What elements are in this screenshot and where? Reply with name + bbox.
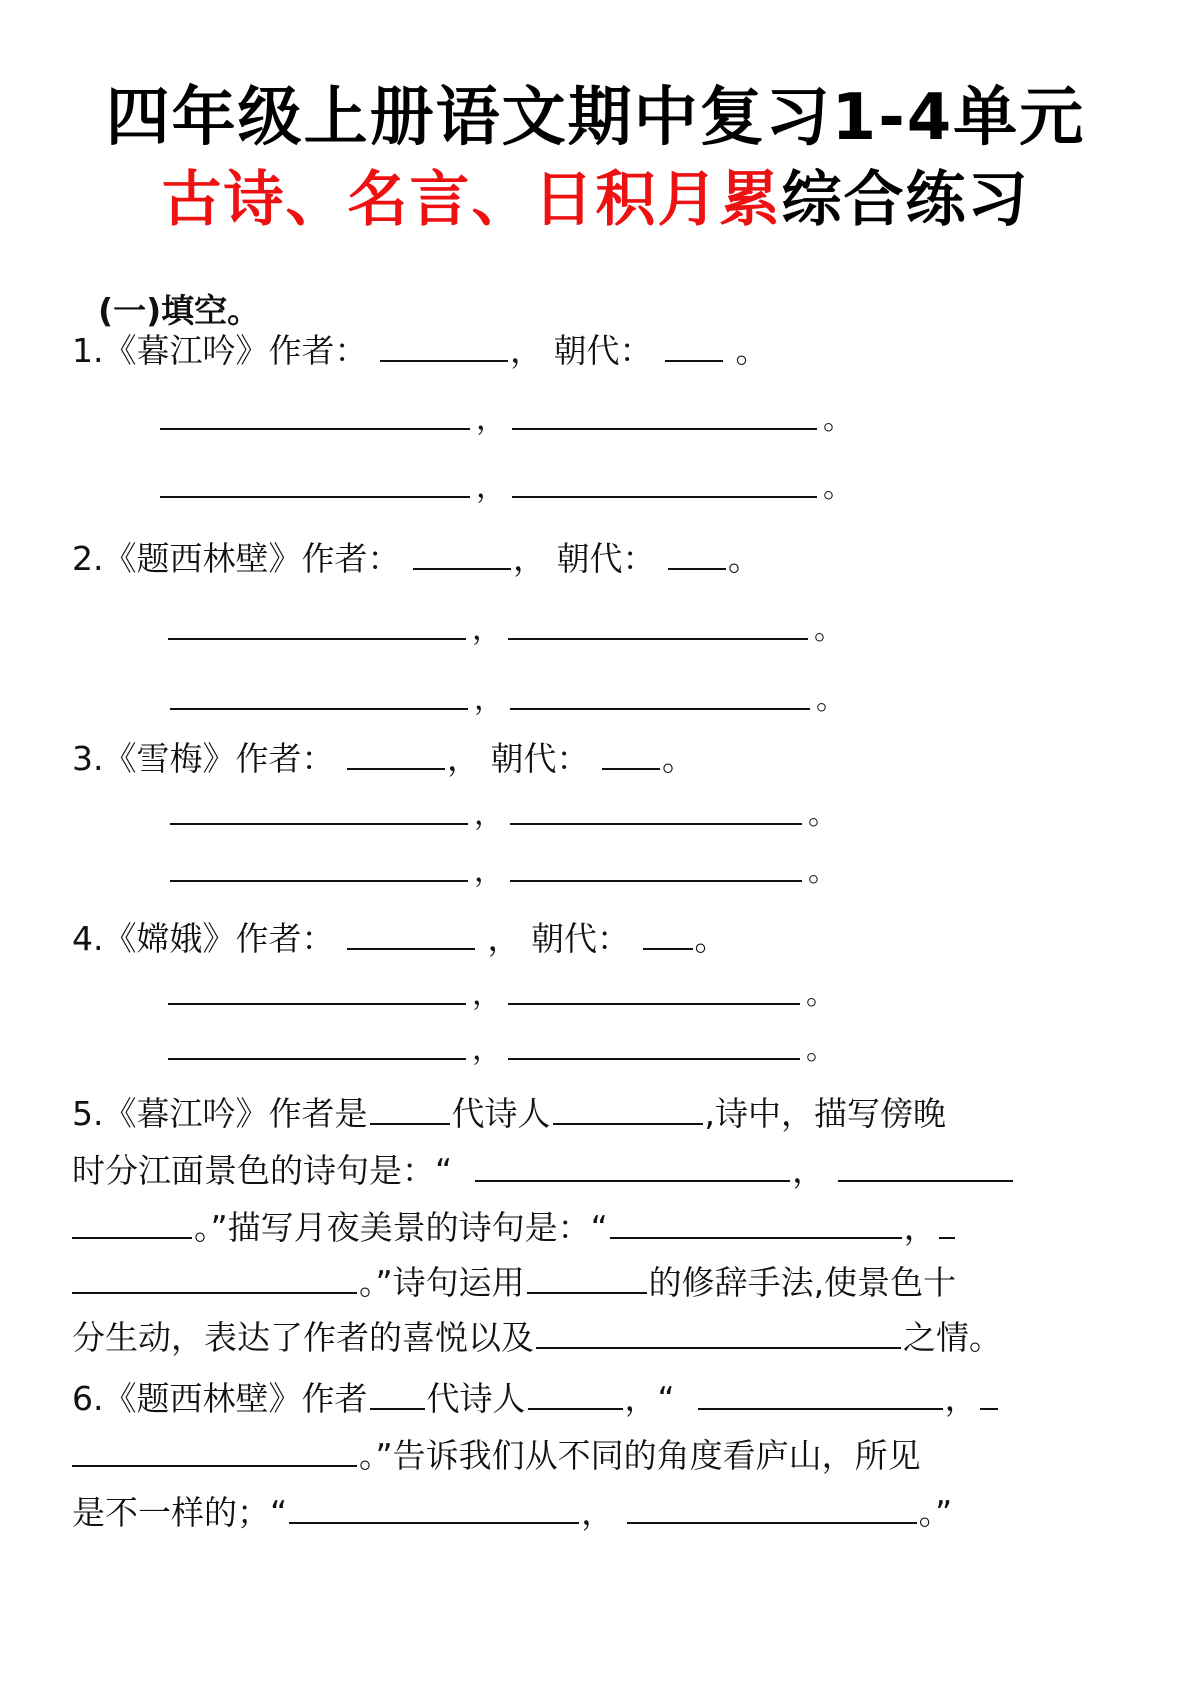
verse-blank[interactable]	[510, 879, 802, 882]
subtitle-black-part: 综合练习	[781, 165, 1030, 235]
verse-blank[interactable]	[289, 1492, 579, 1524]
section-heading: (一)填空。	[98, 291, 261, 330]
text: 6.《题西林壁》作者	[72, 1379, 368, 1418]
period: 。	[728, 539, 761, 578]
comma: ，	[476, 402, 506, 437]
question-number: 2.	[72, 539, 104, 578]
verse-blank[interactable]	[72, 1207, 192, 1239]
author-blank[interactable]	[347, 738, 445, 770]
comma: ，	[474, 682, 504, 717]
author-label: 作者：	[268, 331, 368, 370]
comma: ，	[447, 739, 480, 778]
period: 。	[662, 739, 695, 778]
text: ,诗中，描写傍晚	[704, 1094, 946, 1133]
text: 分生动，表达了作者的喜悦以及	[72, 1318, 534, 1357]
question-5-line-3	[72, 1207, 957, 1248]
period: 。	[808, 797, 838, 832]
subtitle-red-part-2: 日积月累	[533, 165, 782, 235]
period: 。	[823, 470, 853, 505]
verse-blank[interactable]	[508, 1057, 800, 1060]
period: 。	[806, 1032, 836, 1067]
verse-line	[170, 854, 844, 889]
text: 。”告诉我们从不同的角度看庐山，所见	[359, 1436, 921, 1475]
question-6-line-3	[72, 1492, 952, 1533]
text: ，	[792, 1151, 826, 1190]
author-blank[interactable]	[413, 538, 511, 570]
comma: ，	[513, 539, 546, 578]
poem-title: 《嫦娥》	[103, 919, 236, 958]
verse-blank[interactable]	[508, 1002, 800, 1005]
question-number: 1.	[72, 331, 104, 370]
question-6-line-1	[72, 1378, 1000, 1419]
text: 。”诗句运用	[359, 1263, 525, 1302]
verse-blank[interactable]	[838, 1150, 1013, 1182]
poem-title: 《暮江吟》	[103, 331, 269, 370]
verse-blank[interactable]	[939, 1207, 955, 1239]
verse-line	[160, 402, 859, 437]
verse-line	[168, 612, 850, 647]
question-5-line-5	[72, 1317, 1002, 1358]
question-number: 3.	[72, 739, 104, 778]
comma: ，	[474, 854, 504, 889]
comma: ，	[472, 612, 502, 647]
author-blank[interactable]	[347, 918, 475, 950]
comma: ，	[472, 977, 502, 1012]
verse-blank[interactable]	[512, 427, 817, 430]
period: 。	[694, 919, 728, 958]
question-2	[72, 538, 761, 579]
verse-blank[interactable]	[508, 637, 808, 640]
verse-blank[interactable]	[627, 1492, 917, 1524]
dynasty-blank[interactable]	[665, 330, 723, 362]
question-3	[72, 738, 695, 779]
verse-blank[interactable]	[512, 495, 817, 498]
page-subtitle	[0, 160, 1191, 240]
verse-blank[interactable]	[610, 1207, 902, 1239]
poet-blank[interactable]	[528, 1378, 623, 1410]
question-4	[72, 918, 728, 959]
comma: ，	[510, 331, 543, 370]
dynasty-blank[interactable]	[370, 1093, 450, 1125]
period: 。	[808, 854, 838, 889]
author-label: 作者：	[235, 739, 335, 778]
page-title: 四年级上册语文期中复习1-4单元	[105, 81, 1086, 155]
author-label: 作者：	[301, 539, 401, 578]
verse-line	[170, 797, 844, 832]
dynasty-label: 朝代：	[556, 539, 656, 578]
verse-blank[interactable]	[170, 822, 468, 825]
question-5-line-1	[72, 1093, 946, 1134]
text: 之情。	[903, 1318, 1002, 1357]
poet-blank[interactable]	[553, 1093, 703, 1125]
text: 的修辞手法,使景色十	[648, 1263, 957, 1302]
verse-line	[170, 682, 852, 717]
period: 。	[735, 331, 769, 370]
verse-line	[168, 977, 842, 1012]
period: 。	[814, 612, 844, 647]
question-number: 4.	[72, 919, 104, 958]
text: 。”描写月夜美景的诗句是：“	[194, 1208, 608, 1247]
text: 5.《暮江吟》作者是	[72, 1094, 368, 1133]
dynasty-blank[interactable]	[643, 918, 693, 950]
text: ，	[581, 1493, 615, 1532]
verse-blank[interactable]	[168, 637, 466, 640]
dynasty-blank[interactable]	[602, 738, 660, 770]
verse-blank[interactable]	[510, 707, 810, 710]
author-label: 作者：	[235, 919, 335, 958]
question-1	[72, 330, 769, 371]
author-blank[interactable]	[380, 330, 508, 362]
verse-blank[interactable]	[160, 495, 470, 498]
period: 。	[816, 682, 846, 717]
comma: ，	[472, 1032, 502, 1067]
verse-blank[interactable]	[510, 822, 802, 825]
verse-line	[160, 470, 859, 505]
text: ，	[944, 1379, 978, 1418]
verse-blank[interactable]	[170, 707, 468, 710]
question-5-line-2	[72, 1150, 1015, 1191]
text: ，	[903, 1208, 937, 1247]
text: 是不一样的；“	[72, 1493, 288, 1532]
comma: ，	[474, 797, 504, 832]
text: 时分江面景色的诗句是：“	[72, 1151, 453, 1190]
verse-blank[interactable]	[168, 1057, 466, 1060]
dynasty-blank[interactable]	[668, 538, 726, 570]
verse-blank[interactable]	[160, 427, 470, 430]
text: 。”	[918, 1493, 953, 1532]
verse-blank[interactable]	[72, 1435, 357, 1467]
rhetoric-blank[interactable]	[527, 1262, 647, 1294]
dynasty-label: 朝代：	[490, 739, 590, 778]
poem-title: 《题西林壁》	[103, 539, 302, 578]
verse-blank[interactable]	[72, 1262, 357, 1294]
period: 。	[806, 977, 836, 1012]
text: 代诗人	[451, 1094, 551, 1133]
text: 代诗人	[426, 1379, 526, 1418]
verse-blank[interactable]	[698, 1378, 943, 1410]
verse-line	[168, 1032, 842, 1067]
verse-blank[interactable]	[168, 1002, 466, 1005]
verse-blank[interactable]	[980, 1378, 998, 1410]
feeling-blank[interactable]	[536, 1317, 901, 1349]
comma: ，	[487, 919, 521, 958]
dynasty-label: 朝代：	[531, 919, 630, 958]
poem-title: 《雪梅》	[103, 739, 236, 778]
question-6-line-2	[72, 1435, 921, 1476]
dynasty-label: 朝代：	[553, 331, 653, 370]
period: 。	[823, 402, 853, 437]
dynasty-blank[interactable]	[370, 1378, 425, 1410]
text: ，“	[624, 1379, 675, 1418]
comma: ，	[476, 470, 506, 505]
question-5-line-4	[72, 1262, 956, 1303]
subtitle-red-part-1: 古诗、名言、	[161, 165, 534, 235]
verse-blank[interactable]	[475, 1150, 790, 1182]
verse-blank[interactable]	[170, 879, 468, 882]
